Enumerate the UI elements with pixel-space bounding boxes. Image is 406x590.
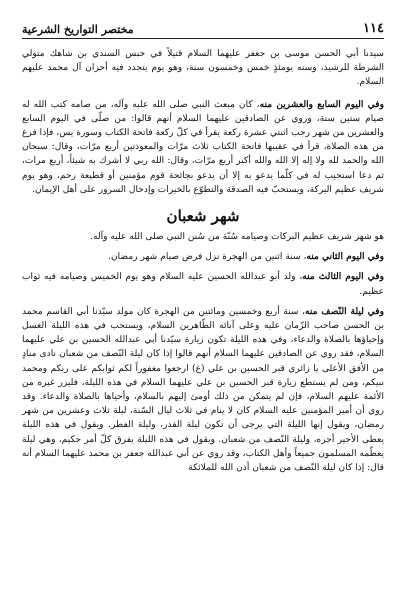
paragraph (22, 250, 384, 264)
paragraph-text: ، كان مبعث النبي صلى الله عليه وآله، من صامه كتب الله له صيام ستين سنة، وروي عن الصادقين عليهما السلام أنهم قالوا: من صلّى في اليوم السابع والعشرين من شهر رجب اثنتي عشرة ركعة يقرأ في كلّ ركعة فاتحة الكتاب وسورة يس، فإذا فرغ من هذه الصلاة، قرأ في عقيبها فاتحة الكتاب ثلاث مرّات والمعوذتين أربع مرّات، وقال: سبحان الله والحمد لله ولا إله إلا الله والله أكبر أربع مرّات، وقال: الله ربي لا أشرك به شيئاً، أربع مرات، ثم دعا استجيب له في كلّما يدعو به إلا أن يدعو بجائحة قوم مؤمنين أو قطيعة رحم، وهو يوم شريف عظيم البركة، ويستحبّ فيه الصدقة والتطوّع بالخيرات وإدخال السرور على أهل الإيمان. (22, 99, 384, 195)
running-title: مختصر التواريخ الشرعية (22, 23, 134, 36)
section-title: شهر شعبان (166, 207, 240, 226)
paragraph (22, 98, 384, 197)
paragraph-text: ، سنة أربع وخمسين ومائتين من الهجرة كان مولد سيّدنا أبي القاسم محمد بن الحسن صاحب الزّمان عليه وعلى آبائه الطّاهرين السلام، ويستحب في هذه الليلة الغسل وإحياؤها بالصلاة والدعاء، وفي هذه الليلة تكون زيارة سيّدنا أبي عبدالله الحسين بن علي عليهما السلام، فقد روي عن الصادقين عليهما السلام أنهم قالوا إذا كان ليلة النّصف من شعبان نادى منادٍ من الأفق الأعلى يا زائري قبر الحسين بن علي (ع) ارجعوا مغفوراً لكم ثوابكم على ربكم ومحمد نبيكم، ومن لم يستطع زيارة قبر الحسين بن علي عليهما السلام في هذه الليلة، فليزر غيره من الأئمة عليهم السلام، فإن لم يتمكن من ذلك أومئ إليهم بالسلام، وأحياها بالصلاة والدعاء. وقد روي أن أمير المؤمنين عليه السلام كان لا ينام في ثلاث ليال السّنة، ليلة ثلاث وعشرين من شهر رمضان، ويقول إنها الليلة التي يرجى أن تكون ليلة القدر، وليلة الفطر. ويقول في هذه الليلة يعطى الأجير أجره، وليلة النّصف من شعبان. ويقول في هذه الليلة يفرق كلّ أمر حكيم، وهي ليلة يعظّمه المسلمون جميعاً وأهل الكتاب، وقد روي عن أبي عبدالله جعفر بن محمد عليهما السلام أنه قال: إذا كان ليلة النّصف من شعبان أذن الله للملائكة (22, 306, 384, 474)
paragraph (22, 230, 384, 244)
paragraph-text: ، ولد أبو عبدالله الحسين عليه السلام وهو يوم الخميس وصيامه فيه ثواب عظيم. (22, 272, 384, 297)
paragraph (22, 270, 384, 298)
paragraph-lead: وفي اليوم الثالث منه (302, 271, 384, 283)
paragraph-text: ، سنة اثنين من الهجرة نزل فرض صيام شهر رمضان. (108, 252, 307, 263)
paragraph-lead: وفي اليوم الثاني منه (306, 251, 384, 263)
paragraph (22, 47, 384, 90)
paragraph-lead: وفي اليوم السابع والعشرين منه (259, 98, 384, 110)
paragraph (22, 305, 384, 475)
paragraph-text: سيدنا أبي الحسن موسى بن جعفر عليهما السلام قتيلاً في حبس السندي بن شاهك متولي الشرطة للرشيد، وسنه يومئذٍ خمس وخمسون سنة، وهو يوم يتجدد فيه أحزان آل محمد عليهم السلام. (22, 49, 384, 88)
paragraph-lead: وفي ليلة النّصف منه (304, 305, 384, 317)
page-header (22, 14, 384, 39)
page-number: ١١٤ (363, 21, 384, 36)
paragraph-text: هو شهر شريف عظيم البركات وصيامه سُنّة من سُنن النبي صلى الله عليه وآله. (90, 232, 384, 243)
